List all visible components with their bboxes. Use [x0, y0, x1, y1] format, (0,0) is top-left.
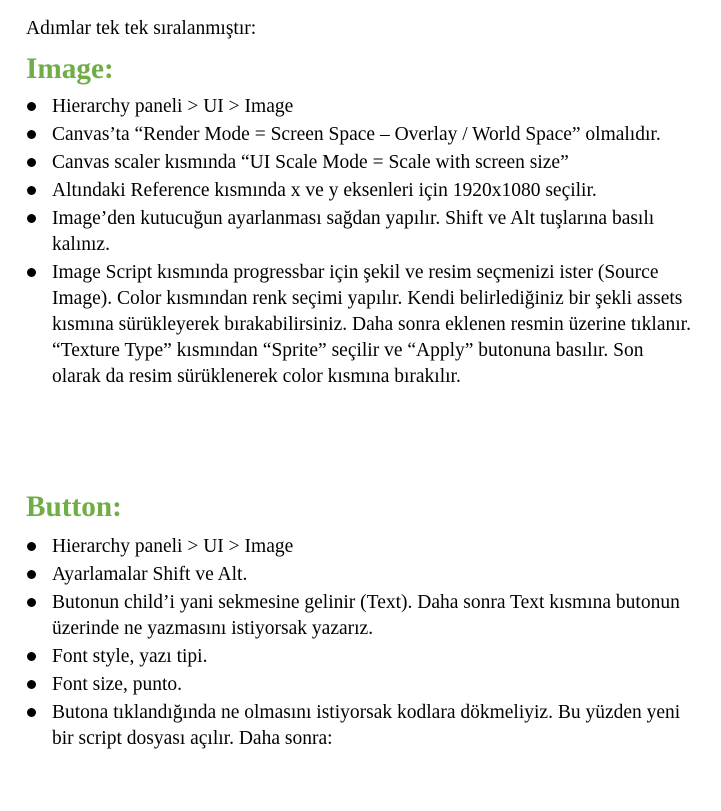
list-item-text: Image’den kutucuğun ayarlanması sağdan yapılır. Shift ve Alt tuşlarına basılı kalınız. [52, 208, 655, 255]
bullet-icon [27, 708, 36, 717]
list-item [0, 672, 721, 698]
list-item-text: Ayarlamalar Shift ve Alt. [52, 564, 248, 585]
list-item [0, 644, 721, 670]
button-steps-list [0, 534, 721, 754]
section-heading-image: Image: [26, 53, 114, 85]
list-item [0, 260, 721, 390]
list-item-text: Canvas’ta “Render Mode = Screen Space – Overlay / World Space” olmalıdır. [52, 124, 661, 145]
list-item-text: Font style, yazı tipi. [52, 646, 208, 667]
list-item [0, 122, 721, 148]
intro-text: Adımlar tek tek sıralanmıştır: [26, 18, 257, 39]
list-item [0, 534, 721, 560]
list-item [0, 178, 721, 204]
list-item [0, 206, 721, 258]
bullet-icon [27, 542, 36, 551]
list-item [0, 590, 721, 642]
list-item [0, 562, 721, 588]
bullet-icon [27, 158, 36, 167]
bullet-icon [27, 268, 36, 277]
bullet-icon [27, 214, 36, 223]
bullet-icon [27, 102, 36, 111]
list-item-text: Font size, punto. [52, 674, 182, 695]
image-steps-list [0, 94, 721, 392]
section-heading-button: Button: [26, 491, 122, 523]
list-item [0, 150, 721, 176]
list-item-text: Image Script kısmında progressbar için şekil ve resim seçmenizi ister (Source Image). Color kısmından renk seçimi yapılır. Kendi belirlediğiniz bir şekli assets kısmına sürükleyerek bırakabilirsiniz. Daha sonra eklenen resmin üzerine tıklanır. “Texture Type” kısmından “Sprite” seçilir ve “Apply” butonuna basılır. Son olarak da resim sürüklenerek color kısmına bırakılır. [52, 262, 691, 387]
bullet-icon [27, 130, 36, 139]
list-item-text: Hierarchy paneli > UI > Image [52, 536, 294, 557]
list-item [0, 700, 721, 752]
bullet-icon [27, 186, 36, 195]
list-item-text: Canvas scaler kısmında “UI Scale Mode = Scale with screen size” [52, 152, 569, 173]
list-item-text: Butona tıklandığında ne olmasını istiyorsak kodlara dökmeliyiz. Bu yüzden yeni bir script dosyası açılır. Daha sonra: [52, 702, 681, 749]
list-item [0, 94, 721, 120]
bullet-icon [27, 652, 36, 661]
list-item-text: Butonun child’i yani sekmesine gelinir (Text). Daha sonra Text kısmına butonun üzerinde ne yazmasını istiyorsak yazarız. [52, 592, 680, 639]
bullet-icon [27, 598, 36, 607]
bullet-icon [27, 570, 36, 579]
bullet-icon [27, 680, 36, 689]
list-item-text: Altındaki Reference kısmında x ve y eksenleri için 1920x1080 seçilir. [52, 180, 597, 201]
list-item-text: Hierarchy paneli > UI > Image [52, 96, 294, 117]
